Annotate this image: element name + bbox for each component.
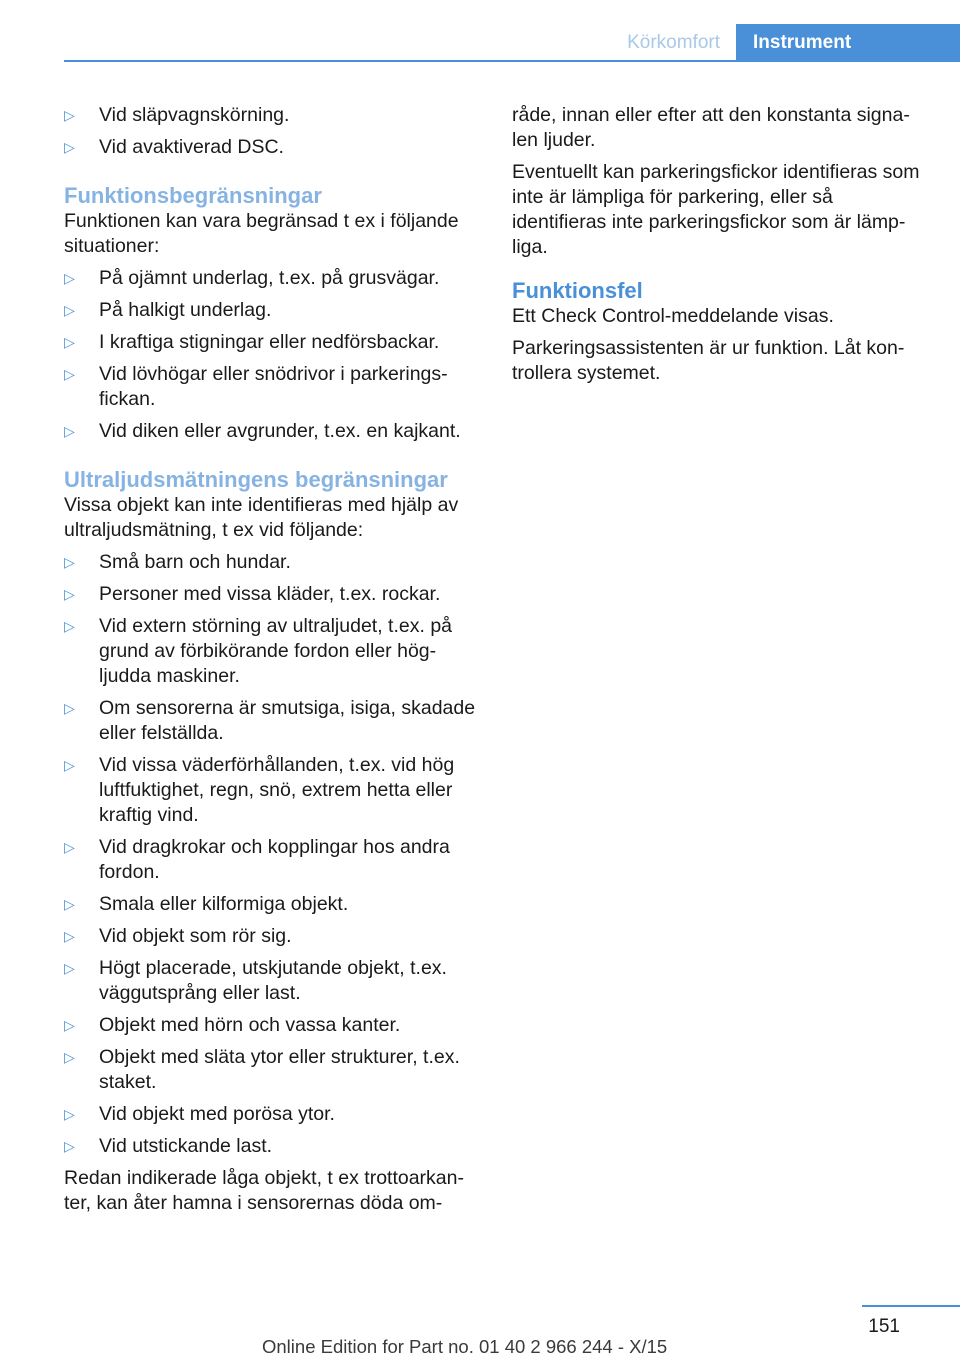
triangle-bullet-icon: ▷ bbox=[64, 302, 75, 318]
triangle-bullet-icon: ▷ bbox=[64, 366, 75, 382]
list-item: ▷ Objekt med hörn och vassa kanter. bbox=[64, 1014, 401, 1036]
list-item: ▷ På ojämnt underlag, t.ex. på grusvägar. bbox=[64, 267, 440, 289]
footer-divider bbox=[862, 1305, 960, 1307]
triangle-bullet-icon: ▷ bbox=[64, 618, 75, 634]
list-item: ▷ Smala eller kilformiga objekt. bbox=[64, 893, 349, 915]
list-item: ▷ Vid dragkrokar och kopplingar hos andra fordon. bbox=[64, 836, 450, 883]
triangle-bullet-icon: ▷ bbox=[64, 757, 75, 773]
edition-note: Online Edition for Part no. 01 40 2 966 244 - X/15 bbox=[262, 1336, 668, 1357]
triangle-bullet-icon: ▷ bbox=[64, 928, 75, 944]
section-heading-funktionsfel: Funktionsfel bbox=[512, 278, 643, 303]
list-item: ▷ Vid lövhögar eller snödrivor i parkerings-fickan. bbox=[64, 363, 448, 410]
triangle-bullet-icon: ▷ bbox=[64, 586, 75, 602]
triangle-bullet-icon: ▷ bbox=[64, 960, 75, 976]
list-item: ▷ Vid objekt med porösa ytor. bbox=[64, 1103, 335, 1125]
triangle-bullet-icon: ▷ bbox=[64, 1017, 75, 1033]
list-item: ▷ Vid extern störning av ultraljudet, t.ex. på grund av förbikörande fordon eller hög-ljudda maskiner. bbox=[64, 615, 453, 687]
triangle-bullet-icon: ▷ bbox=[64, 270, 75, 286]
malfunction-line: Ett Check Control-meddelande visas. bbox=[512, 305, 834, 327]
list-item: ▷ Små barn och hundar. bbox=[64, 551, 291, 573]
list-item: ▷ Högt placerade, utskjutande objekt, t.ex. väggutsprång eller last. bbox=[64, 957, 447, 1004]
section-heading-funktionsbegransningar: Funktionsbegränsningar bbox=[64, 183, 322, 208]
limitations-list bbox=[64, 266, 482, 444]
parking-paragraph: Eventuellt kan parkeringsfickor identifieras som inte är lämpliga för parkering, eller så identifieras inte parkeringsfickor som är lämp-liga. bbox=[512, 161, 920, 258]
triangle-bullet-icon: ▷ bbox=[64, 1138, 75, 1154]
triangle-bullet-icon: ▷ bbox=[64, 1049, 75, 1065]
triangle-bullet-icon: ▷ bbox=[64, 839, 75, 855]
triangle-bullet-icon: ▷ bbox=[64, 423, 75, 439]
section-text: Funktionen kan vara begränsad t ex i följande situationer: bbox=[64, 210, 459, 257]
page-header bbox=[64, 24, 960, 62]
intro-list bbox=[64, 103, 482, 160]
list-item: ▷ Vid avaktiverad DSC. bbox=[64, 136, 284, 158]
list-item: ▷ På halkigt underlag. bbox=[64, 299, 272, 321]
section-heading-ultraljud: Ultraljudsmätningens begränsningar bbox=[64, 467, 448, 492]
triangle-bullet-icon: ▷ bbox=[64, 1106, 75, 1122]
continuation-paragraph: råde, innan eller efter att den konstanta signa-len ljuder. bbox=[512, 104, 910, 151]
ultrasound-list bbox=[64, 550, 482, 1159]
triangle-bullet-icon: ▷ bbox=[64, 139, 75, 155]
list-item: ▷ Vid vissa väderförhållanden, t.ex. vid hög luftfuktighet, regn, snö, extrem hetta eller kraftig vind. bbox=[64, 754, 455, 826]
tab-korkomfort[interactable]: Körkomfort bbox=[627, 32, 720, 53]
list-item: ▷ Vid diken eller avgrunder, t.ex. en kajkant. bbox=[64, 420, 461, 442]
header-divider bbox=[64, 60, 960, 62]
closing-paragraph: Redan indikerade låga objekt, t ex trottoarkan-ter, kan åter hamna i sensorernas döda om- bbox=[64, 1167, 464, 1214]
list-item: ▷ Vid objekt som rör sig. bbox=[64, 925, 292, 947]
page-number: 151 bbox=[868, 1316, 900, 1337]
section-text: Vissa objekt kan inte identifieras med hjälp av ultraljudsmätning, t ex vid följande: bbox=[64, 494, 459, 541]
triangle-bullet-icon: ▷ bbox=[64, 700, 75, 716]
triangle-bullet-icon: ▷ bbox=[64, 896, 75, 912]
tab-instrument[interactable]: Instrument bbox=[736, 24, 960, 62]
triangle-bullet-icon: ▷ bbox=[64, 554, 75, 570]
list-item: ▷ Vid utstickande last. bbox=[64, 1135, 273, 1157]
list-item: ▷ Vid släpvagnskörning. bbox=[64, 104, 290, 126]
list-item: ▷ I kraftiga stigningar eller nedförsbackar. bbox=[64, 331, 440, 353]
malfunction-line: Parkeringsassistenten är ur funktion. Låt kon-trollera systemet. bbox=[512, 337, 905, 384]
list-item: ▷ Objekt med släta ytor eller strukturer, t.ex. staket. bbox=[64, 1046, 460, 1093]
triangle-bullet-icon: ▷ bbox=[64, 107, 75, 123]
list-item: ▷ Om sensorerna är smutsiga, isiga, skadade eller felställda. bbox=[64, 697, 476, 744]
triangle-bullet-icon: ▷ bbox=[64, 334, 75, 350]
list-item: ▷ Personer med vissa kläder, t.ex. rockar. bbox=[64, 583, 441, 605]
right-column bbox=[512, 103, 922, 393]
left-column bbox=[64, 103, 482, 1223]
